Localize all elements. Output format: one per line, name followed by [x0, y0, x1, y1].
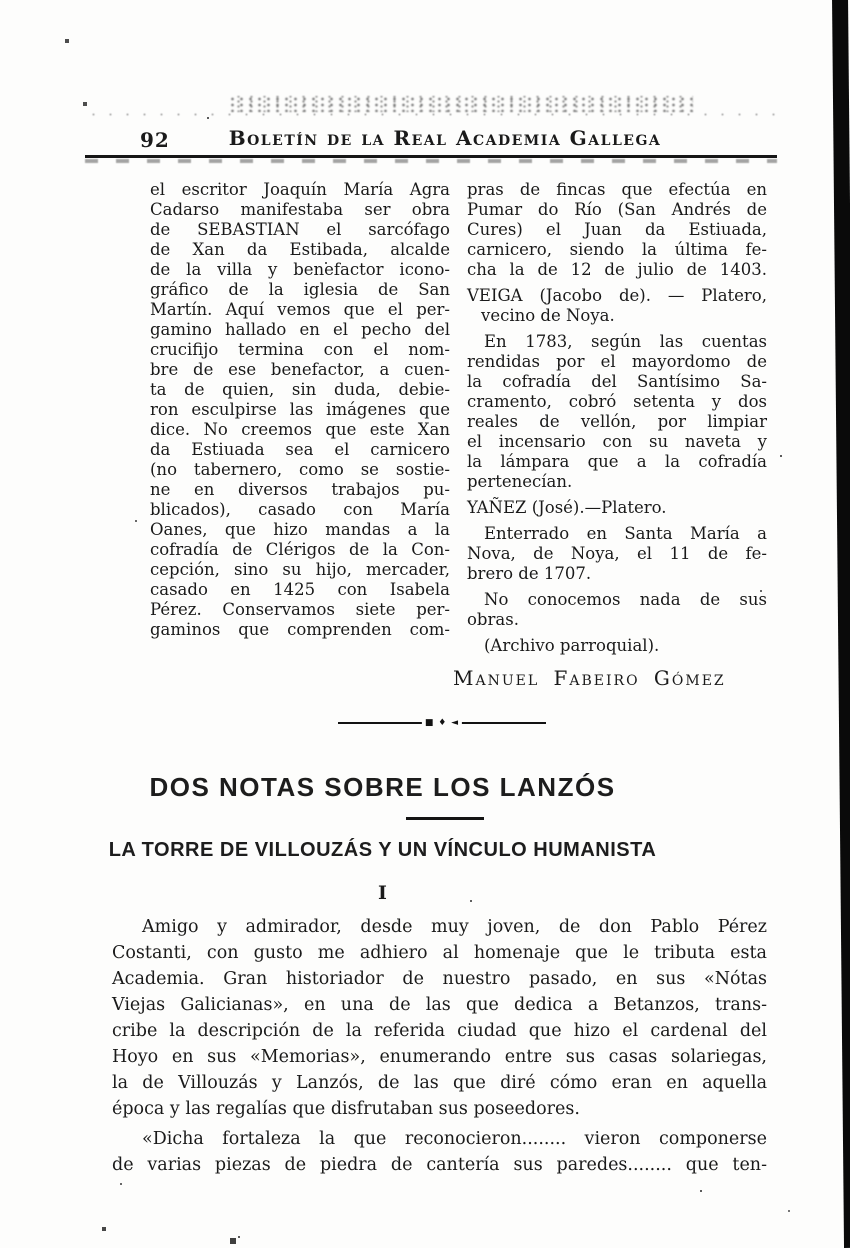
- paragraph-block: [467, 286, 767, 326]
- text-line: rendidas por el mayordomo de: [467, 352, 767, 371]
- text-line: Martín. Aquí vemos que el per-: [150, 300, 450, 319]
- page-header: [0, 126, 780, 156]
- text-line: Enterrado en Santa María a: [484, 524, 767, 543]
- two-column-text: [150, 180, 767, 688]
- text-line: Oanes, que hizo mandas a la: [150, 520, 450, 539]
- text-line: Pumar do Río (San Andrés de: [467, 200, 767, 219]
- text-line: cofradía de Clérigos de la Con-: [150, 540, 450, 559]
- text-line: En 1783, según las cuentas: [484, 332, 767, 351]
- text-line: crucifijo termina con el nom-: [150, 340, 450, 359]
- text-line: casado en 1425 con Isabela: [150, 580, 450, 599]
- text-line: Amigo y admirador, desde muy joven, de don Pablo Pérez: [142, 917, 767, 937]
- paragraph-block: [467, 524, 767, 584]
- text-line: (no tabernero, como se sostie-: [150, 460, 450, 479]
- paragraph-block: [467, 180, 767, 280]
- text-line: pertenecían.: [467, 472, 573, 491]
- header-rule: [85, 155, 777, 158]
- section-divider: [338, 718, 546, 728]
- text-line: dice. No creemos que este Xan: [150, 420, 450, 439]
- left-column: [150, 180, 450, 688]
- text-line: la de Villouzás y Lanzós, de las que diré cómo eran en aquella: [112, 1073, 767, 1093]
- text-line: de Xan da Estibada, alcalde: [150, 240, 450, 259]
- divider-ornament-icon: ■ ♦ ◄: [422, 715, 462, 731]
- text-line: de la villa y benefactor icono-: [150, 260, 450, 279]
- paragraph-block: [467, 636, 767, 656]
- paragraph-block: [112, 1126, 767, 1178]
- text-line: época y las regalías que disfrutaban sus poseedores.: [112, 1099, 580, 1119]
- right-column-blocks: [467, 180, 767, 656]
- text-line: reales de vellón, por limpiar: [467, 412, 767, 431]
- article-title: DOS NOTAS SOBRE LOS LANZÓS: [149, 772, 616, 802]
- paragraph-block: [467, 590, 767, 630]
- paragraph-block: [150, 180, 450, 640]
- text-line: ron esculpirse las imágenes que: [150, 400, 450, 419]
- text-line: la lámpara que a la cofradía: [467, 452, 767, 471]
- text-line: la cofradía del Santísimo Sa-: [467, 372, 767, 391]
- text-line: da Estiuada sea el carnicero: [150, 440, 450, 459]
- text-line: ta de quien, sin duda, debie-: [150, 380, 450, 399]
- section-numeral: I: [378, 882, 387, 904]
- text-line: gráfico de la iglesia de San: [150, 280, 450, 299]
- text-line: de varias piezas de piedra de cantería sus paredes........ que ten-: [112, 1155, 767, 1175]
- scan-speck-row: [85, 112, 780, 117]
- text-line: gaminos que comprenden com-: [150, 620, 450, 639]
- title-rule: [406, 817, 484, 820]
- text-line: Pérez. Conservamos siete per-: [150, 600, 450, 619]
- text-line: Nova, de Noya, el 11 de fe-: [467, 544, 767, 563]
- text-line: (Archivo parroquial).: [484, 636, 660, 655]
- text-line: cha la de 12 de julio de 1403.: [467, 260, 767, 279]
- text-line: Viejas Galicianas», en una de las que dedica a Betanzos, trans-: [112, 995, 767, 1015]
- text-line: el incensario con su naveta y: [467, 432, 767, 451]
- text-line: obras.: [467, 610, 519, 629]
- text-line: de SEBASTIAN el sarcófago: [150, 220, 450, 239]
- text-line: Academia. Gran historiador de nuestro pasado, en sus «Nótas: [112, 969, 767, 989]
- text-line: VEIGA (Jacobo de). — Platero,: [467, 286, 767, 305]
- text-line: YAÑEZ (José).—Platero.: [467, 498, 667, 517]
- text-line: bre de ese benefactor, a cuen-: [150, 360, 450, 379]
- right-column: [453, 180, 767, 690]
- article-body: [112, 914, 767, 1178]
- scan-edge-bar: [832, 0, 850, 1248]
- paragraph-block: [467, 332, 767, 492]
- text-line: cramento, cobró setenta y dos: [467, 392, 767, 411]
- header-ghost-rule: [85, 159, 777, 163]
- text-line: cribe la descripción de la referida ciudad que hizo el cardenal del: [112, 1021, 767, 1041]
- page-number: 92: [140, 128, 170, 152]
- journal-title: Boletín de la Real Academia Gallega: [228, 126, 662, 150]
- text-line: Hoyo en sus «Memorias», enumerando entre sus casas solariegas,: [112, 1047, 767, 1067]
- text-line: vecino de Noya.: [481, 306, 615, 325]
- scan-smudge: [228, 96, 693, 112]
- paragraph-block: [112, 914, 767, 1122]
- text-line: Cures) el Juan da Estiuada,: [467, 220, 767, 239]
- paragraph-block: [467, 498, 767, 518]
- text-line: gamino hallado en el pecho del: [150, 320, 450, 339]
- text-line: brero de 1707.: [467, 564, 592, 583]
- text-line: No conocemos nada de sus: [484, 590, 767, 609]
- text-line: pras de fincas que efectúa en: [467, 180, 767, 199]
- author-signature: Manuel Fabeiro Gómez: [453, 666, 726, 690]
- text-line: ne en diversos trabajos pu-: [150, 480, 450, 499]
- text-line: Cadarso manifestaba ser obra: [150, 200, 450, 219]
- text-line: el escritor Joaquín María Agra: [150, 180, 450, 199]
- article-subtitle: LA TORRE DE VILLOUZÁS Y UN VÍNCULO HUMANISTA: [108, 839, 657, 861]
- text-line: blicados), casado con María: [150, 500, 450, 519]
- text-line: cepción, sino su hijo, mercader,: [150, 560, 450, 579]
- scan-specks: [0, 0, 2, 2]
- text-line: Costanti, con gusto me adhiero al homenaje que le tributa esta: [112, 943, 767, 963]
- text-line: carnicero, siendo la última fe-: [467, 240, 767, 259]
- text-line: «Dicha fortaleza la que reconocieron........ vieron componerse: [142, 1129, 767, 1149]
